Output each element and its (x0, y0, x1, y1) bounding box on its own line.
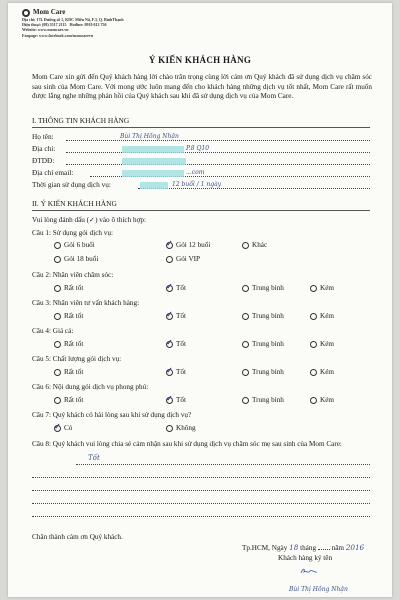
radio-icon (54, 242, 61, 249)
company-contact: Điện thoại: (08) 3517 2115 Hotline: 0919 612 756 (22, 22, 107, 28)
field-address-value: P.8 Q10 (186, 145, 210, 152)
radio-icon (54, 421, 61, 432)
redaction-bar (122, 158, 186, 165)
q7-label: Câu 7: Quý khách có hài lòng sau khi sử dụng dịch vụ? (32, 411, 192, 419)
q2-option[interactable]: Trung bình (242, 284, 284, 292)
q2-option[interactable]: Rất tốt (54, 284, 83, 292)
form-title: Ý KIẾN KHÁCH HÀNG (148, 55, 252, 65)
q4-option[interactable]: Rất tốt (54, 340, 83, 348)
q3-option[interactable]: Kém (310, 312, 334, 320)
radio-icon (54, 397, 61, 404)
section-2-heading: II. Ý KIẾN KHÁCH HÀNG (32, 199, 117, 208)
q1-option-12[interactable]: ✓ Gói 12 buổi (166, 238, 211, 249)
signature-scribble (300, 567, 318, 575)
q5-option[interactable]: ✓ Tốt (166, 365, 186, 376)
radio-icon (166, 281, 173, 292)
field-email-value: ...com (186, 169, 205, 176)
answer-line[interactable] (32, 516, 370, 517)
field-address[interactable] (32, 144, 370, 154)
radio-icon (166, 238, 173, 249)
check-mark-icon: ✓ (166, 365, 173, 375)
q1-option-18[interactable]: Gói 18 buổi (54, 255, 98, 263)
radio-icon (54, 256, 61, 263)
radio-icon (166, 337, 173, 348)
radio-icon (242, 285, 249, 292)
company-address: Địa chỉ: 17L Đường số 1, KDC Miền Nắ, F.3, Q. BìnhThạnh (22, 17, 124, 22)
field-phone[interactable] (32, 156, 370, 166)
radio-icon (310, 369, 317, 376)
q4-option[interactable]: Kém (310, 340, 334, 348)
radio-icon (242, 397, 249, 404)
q2-option[interactable]: Kém (310, 284, 334, 292)
field-usage-value: 12 buổi / 1 ngày (172, 181, 222, 188)
radio-icon (166, 309, 173, 320)
signing-date: Tp.HCM, Ngày 18 tháng năm 2016 (242, 543, 365, 552)
field-email-label: Địa chỉ email: (32, 168, 74, 177)
closing-text: Chân thành cảm ơn Quý khách. (32, 533, 123, 541)
redaction-bar (140, 182, 168, 189)
field-phone-label: ĐTDĐ: (32, 156, 55, 165)
company-header (22, 9, 222, 38)
q6-option[interactable]: Kém (310, 396, 334, 404)
instruction-text: Vui lòng đánh dấu (✓) vào ô thích hợp: (32, 216, 146, 224)
section-1-divider (32, 127, 370, 128)
q3-option[interactable]: ✓ Tốt (166, 309, 186, 320)
q5-option[interactable]: Rất tốt (54, 368, 83, 376)
signature-name: Bùi Thị Hồng Nhận (289, 586, 348, 593)
q4-option[interactable]: ✓ Tốt (166, 337, 186, 348)
section-1-heading: I. THÔNG TIN KHÁCH HÀNG (32, 116, 130, 125)
radio-icon (54, 313, 61, 320)
q6-option[interactable]: Rất tốt (54, 396, 83, 404)
radio-icon (54, 341, 61, 348)
feedback-form-page (8, 3, 392, 597)
q5-option[interactable]: Trung bình (242, 368, 284, 376)
q1-option-vip[interactable]: Gói VIP (166, 255, 200, 263)
answer-line[interactable] (32, 503, 370, 504)
check-mark-icon: ✓ (166, 281, 173, 291)
q7-option-yes[interactable]: ✓ Có (54, 421, 73, 432)
radio-icon (310, 313, 317, 320)
q2-label: Câu 2: Nhân viên chăm sóc: (32, 271, 114, 279)
q8-label: Câu 8: Quý khách vui lòng chia sẻ cảm nhận sau khi sử dụng dịch vụ chăm sóc mẹ sau sinh của Mom Care: (32, 440, 342, 448)
q7-option-no[interactable]: Không (166, 424, 196, 432)
radio-icon (310, 285, 317, 292)
radio-icon (242, 313, 249, 320)
radio-icon (166, 393, 173, 404)
answer-line[interactable] (76, 464, 370, 465)
q6-option[interactable]: ✓ Tốt (166, 393, 186, 404)
radio-icon (54, 369, 61, 376)
q5-option[interactable]: Kém (310, 368, 334, 376)
radio-icon (310, 341, 317, 348)
radio-icon (166, 256, 173, 263)
signature-label: Khách hàng ký tên (278, 554, 333, 562)
q1-option-6[interactable]: Gói 6 buổi (54, 241, 95, 249)
radio-icon (242, 341, 249, 348)
q6-option[interactable]: Trung bình (242, 396, 284, 404)
radio-icon (166, 365, 173, 376)
field-name-label: Họ tên: (32, 132, 54, 141)
section-2-divider (32, 210, 370, 211)
redaction-bar (122, 146, 184, 153)
radio-icon (242, 242, 249, 249)
check-mark-icon: ✓ (166, 337, 173, 347)
field-usage-label: Thời gian sử dụng dịch vụ: (32, 180, 111, 189)
radio-icon (310, 397, 317, 404)
answer-line[interactable] (32, 490, 370, 491)
field-name[interactable] (32, 132, 370, 142)
q3-option[interactable]: Rất tốt (54, 312, 83, 320)
redaction-bar (122, 170, 184, 177)
company-website: Website: www.momcare.vn (22, 27, 69, 33)
field-name-value: Bùi Thị Hồng Nhận (120, 133, 179, 140)
radio-icon (166, 425, 173, 432)
q1-label: Câu 1: Sử dụng gói dịch vụ: (32, 229, 113, 237)
radio-icon (54, 285, 61, 292)
check-mark-icon: ✓ (54, 421, 61, 431)
company-logo (22, 9, 222, 17)
field-usage-time[interactable] (32, 180, 370, 190)
q6-label: Câu 6: Nội dung gói dịch vụ phong phú: (32, 383, 149, 391)
field-email[interactable] (32, 168, 370, 178)
q5-label: Câu 5: Chất lượng gói dịch vụ: (32, 355, 122, 363)
q2-option[interactable]: ✓ Tốt (166, 281, 186, 292)
q3-label: Câu 3: Nhân viên tư vấn khách hàng: (32, 299, 140, 307)
check-mark-icon: ✓ (166, 238, 173, 248)
company-name: Mom Care (33, 8, 66, 17)
check-mark-icon: ✓ (166, 393, 173, 403)
company-fanpage: Fanpage: www.facebook.com/momcarevn (22, 32, 94, 38)
q4-option[interactable]: Trung bình (242, 340, 284, 348)
answer-line[interactable] (32, 477, 370, 478)
q3-option[interactable]: Trung bình (242, 312, 284, 320)
intro-paragraph: Mom Care xin gửi đến Quý khách hàng lời chào trân trọng cùng lời cảm ơn Quý khách đã sử dụng dịch vụ chăm sóc sau sinh của Mom Care. Với mong ước luôn mang đến cho khách hàng những dịch vụ tốt nhất, Mom Care rất muốn được lắng nghe những phản hồi của Quý khách sau khi đã sử dụng dịch vụ của Mom Care. (32, 73, 372, 101)
logo-icon (22, 9, 30, 17)
radio-icon (242, 369, 249, 376)
check-mark-icon: ✓ (166, 309, 173, 319)
q4-label: Câu 4: Giá cả: (32, 327, 74, 335)
q8-answer: Tốt (88, 454, 100, 462)
q1-option-other[interactable]: Khác (242, 241, 267, 249)
field-address-label: Địa chỉ: (32, 144, 56, 153)
